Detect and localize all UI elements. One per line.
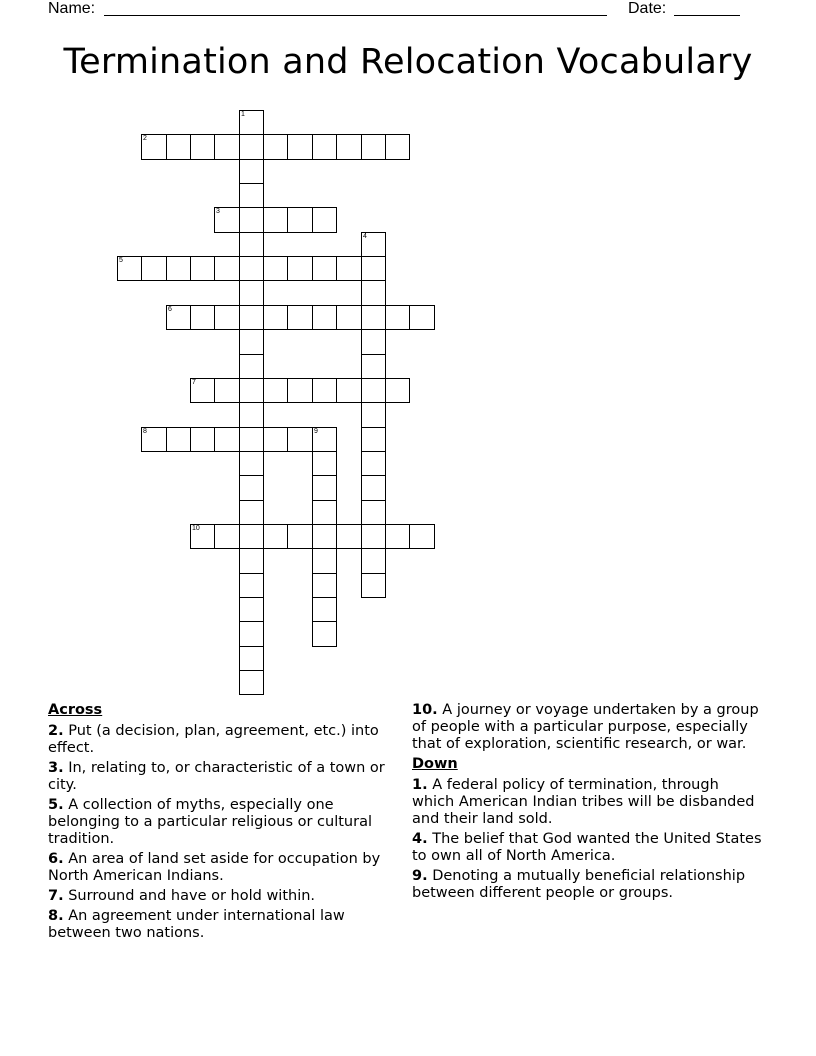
crossword-cell[interactable] (239, 378, 264, 403)
crossword-cell[interactable] (239, 256, 264, 281)
clues-right-column (412, 702, 762, 905)
crossword-cell[interactable] (361, 256, 386, 281)
crossword-cell[interactable] (263, 378, 288, 403)
crossword-cell[interactable] (361, 548, 386, 574)
crossword-cell[interactable] (312, 548, 337, 574)
across-heading: Across (48, 702, 103, 718)
crossword-cell[interactable] (409, 305, 435, 330)
crossword-cell[interactable] (287, 524, 313, 549)
crossword-cell[interactable] (263, 427, 288, 452)
crossword-cell[interactable] (312, 427, 337, 452)
crossword-cell[interactable] (263, 524, 288, 549)
clue-number: 7. (48, 888, 64, 904)
crossword-cell[interactable] (312, 378, 337, 403)
crossword-cell[interactable] (263, 134, 288, 160)
crossword-cell[interactable] (166, 305, 191, 330)
crossword-cell[interactable] (287, 207, 313, 233)
crossword-cell[interactable] (141, 427, 167, 452)
crossword-cell[interactable] (361, 378, 386, 403)
clue-text: A collection of myths, especially one belonging to a particular religious or cultural tradition. (48, 797, 372, 847)
clue-across-8 (48, 908, 393, 942)
crossword-cell[interactable] (361, 475, 386, 501)
crossword-cell[interactable] (214, 378, 240, 403)
crossword-cell[interactable] (190, 134, 215, 160)
crossword-cell[interactable] (385, 134, 410, 160)
crossword-cell[interactable] (239, 524, 264, 549)
crossword-cell[interactable] (117, 256, 142, 281)
crossword-cell[interactable] (361, 451, 386, 476)
crossword-cell[interactable] (312, 207, 337, 233)
crossword-cell[interactable] (336, 256, 362, 281)
crossword-cell[interactable] (239, 402, 264, 428)
crossword-cell[interactable] (239, 134, 264, 160)
clue-text: Surround and have or hold within. (68, 888, 316, 904)
crossword-cell[interactable] (361, 500, 386, 525)
clue-number-label: 4 (363, 233, 367, 240)
crossword-cell[interactable] (214, 134, 240, 160)
crossword-cell[interactable] (214, 524, 240, 549)
crossword-cell[interactable] (361, 280, 386, 306)
crossword-cell[interactable] (361, 573, 386, 598)
clue-text: In, relating to, or characteristic of a town or city. (48, 760, 385, 793)
clue-number: 3. (48, 760, 64, 776)
crossword-cell[interactable] (239, 159, 264, 184)
crossword-cell[interactable] (190, 524, 215, 549)
clue-across-5 (48, 797, 393, 848)
crossword-cell[interactable] (239, 280, 264, 306)
crossword-cell[interactable] (385, 305, 410, 330)
down-heading: Down (412, 756, 458, 772)
clue-number: 9. (412, 868, 428, 884)
clue-number-label: 8 (143, 428, 147, 435)
crossword-cell[interactable] (263, 207, 288, 233)
crossword-cell[interactable] (287, 134, 313, 160)
clue-number-label: 9 (314, 428, 318, 435)
clue-number: 8. (48, 908, 64, 924)
crossword-cell[interactable] (239, 670, 264, 695)
crossword-cell[interactable] (361, 354, 386, 379)
clue-number-label: 2 (143, 135, 147, 142)
crossword-cell[interactable] (214, 305, 240, 330)
clue-text: The belief that God wanted the United States to own all of North America. (412, 831, 762, 864)
crossword-cell[interactable] (239, 621, 264, 647)
crossword-cell[interactable] (239, 305, 264, 330)
crossword-cell[interactable] (312, 621, 337, 647)
crossword-cell[interactable] (361, 134, 386, 160)
crossword-cell[interactable] (141, 134, 167, 160)
clue-number-label: 7 (192, 379, 196, 386)
crossword-cell[interactable] (214, 427, 240, 452)
clues-left-column (48, 702, 393, 945)
clue-text: Put (a decision, plan, agreement, etc.) into effect. (48, 723, 379, 756)
crossword-cell[interactable] (239, 451, 264, 476)
date-label: Date: (628, 0, 667, 17)
crossword-cell[interactable] (263, 305, 288, 330)
clue-number: 4. (412, 831, 428, 847)
crossword-cell[interactable] (409, 524, 435, 549)
clue-number-label: 6 (168, 306, 172, 313)
clue-text: Denoting a mutually beneficial relationship between different people or groups. (412, 868, 746, 901)
crossword-cell[interactable] (361, 402, 386, 428)
crossword-cell[interactable] (287, 427, 313, 452)
clue-text: An area of land set aside for occupation by North American Indians. (48, 851, 381, 884)
crossword-cell[interactable] (287, 378, 313, 403)
crossword-cell[interactable] (312, 500, 337, 525)
crossword-cell[interactable] (190, 256, 215, 281)
crossword-cell[interactable] (263, 256, 288, 281)
crossword-cell[interactable] (239, 232, 264, 257)
name-label: Name: (48, 0, 96, 17)
clue-number: 2. (48, 723, 64, 739)
page-title: Termination and Relocation Vocabulary (63, 42, 753, 82)
crossword-cell[interactable] (312, 256, 337, 281)
crossword-cell[interactable] (312, 524, 337, 549)
crossword-cell[interactable] (361, 524, 386, 549)
clue-across-3 (48, 760, 393, 794)
clue-text: A federal policy of termination, through which American Indian tribes will be disbanded and their land sold. (412, 777, 755, 827)
clue-text: An agreement under international law between two nations. (48, 908, 345, 941)
crossword-cell[interactable] (239, 329, 264, 355)
crossword-cell[interactable] (166, 134, 191, 160)
clue-across-6 (48, 851, 393, 885)
crossword-cell[interactable] (166, 427, 191, 452)
crossword-cell[interactable] (239, 573, 264, 598)
crossword-cell[interactable] (385, 524, 410, 549)
clue-number-label: 10 (192, 525, 200, 532)
crossword-cell[interactable] (239, 110, 264, 135)
clue-number: 6. (48, 851, 64, 867)
crossword-cell[interactable] (190, 305, 215, 330)
crossword-cell[interactable] (312, 134, 337, 160)
crossword-cell[interactable] (312, 475, 337, 501)
crossword-cell[interactable] (385, 378, 410, 403)
crossword-cell[interactable] (239, 183, 264, 208)
clue-number-label: 3 (216, 208, 220, 215)
crossword-cell[interactable] (336, 305, 362, 330)
clue-number: 5. (48, 797, 64, 813)
crossword-cell[interactable] (361, 329, 386, 355)
crossword-cell[interactable] (239, 597, 264, 622)
crossword-cell[interactable] (361, 305, 386, 330)
clue-number-label: 5 (119, 257, 123, 264)
crossword-cell[interactable] (239, 475, 264, 501)
crossword-cell[interactable] (190, 427, 215, 452)
crossword-cell[interactable] (166, 256, 191, 281)
crossword-cell[interactable] (239, 646, 264, 671)
crossword-cell[interactable] (287, 305, 313, 330)
crossword-cell[interactable] (239, 207, 264, 233)
crossword-cell[interactable] (361, 232, 386, 257)
crossword-cell[interactable] (239, 427, 264, 452)
clue-down-1 (412, 777, 762, 828)
crossword-cell[interactable] (312, 451, 337, 476)
clue-number: 10. (412, 702, 438, 718)
crossword-cell[interactable] (312, 305, 337, 330)
crossword-cell[interactable] (239, 548, 264, 574)
crossword-cell[interactable] (336, 524, 362, 549)
crossword-cell[interactable] (214, 256, 240, 281)
crossword-cell[interactable] (336, 134, 362, 160)
clue-text: A journey or voyage undertaken by a group of people with a particular purpose, especially that of exploration, scientific research, or war. (412, 702, 759, 752)
crossword-cell[interactable] (312, 597, 337, 622)
crossword-cell[interactable] (239, 354, 264, 379)
clue-across-7 (48, 888, 393, 905)
clue-number: 1. (412, 777, 428, 793)
clue-down-4 (412, 831, 762, 865)
crossword-cell[interactable] (239, 500, 264, 525)
clue-across-2 (48, 723, 393, 757)
crossword-cell[interactable] (287, 256, 313, 281)
crossword-cell[interactable] (312, 573, 337, 598)
crossword-cell[interactable] (141, 256, 167, 281)
crossword-cell[interactable] (214, 207, 240, 233)
crossword-cell[interactable] (190, 378, 215, 403)
crossword-cell[interactable] (336, 378, 362, 403)
clue-number-label: 1 (241, 111, 245, 118)
clue-across-10 (412, 702, 762, 753)
crossword-cell[interactable] (361, 427, 386, 452)
clue-down-9 (412, 868, 762, 902)
